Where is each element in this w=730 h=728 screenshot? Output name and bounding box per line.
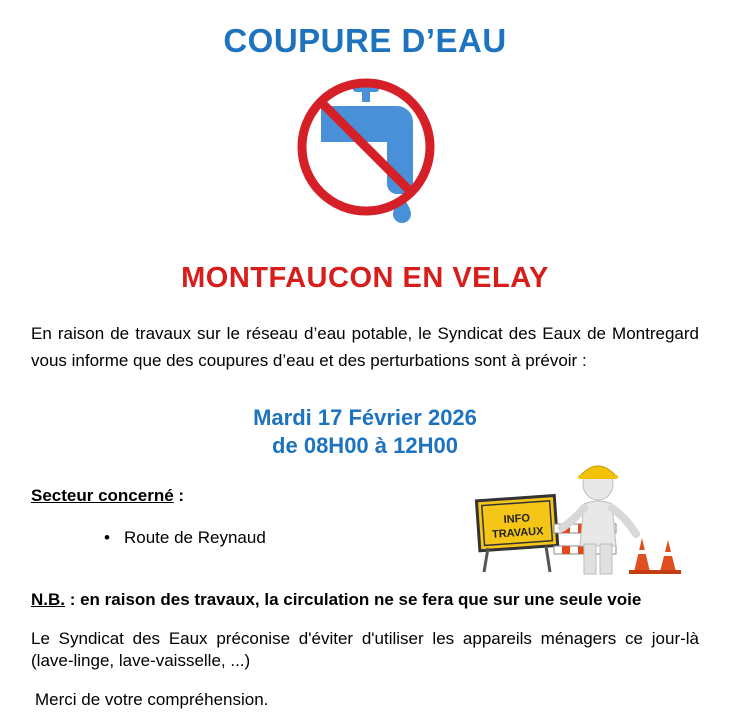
thanks-line: Merci de votre compréhension. — [35, 690, 269, 709]
sign-line2: TRAVAUX — [491, 525, 544, 541]
traffic-cone-icon — [629, 538, 655, 574]
no-water-tap-icon — [291, 70, 441, 225]
schedule-time: de 08H00 à 12H00 — [272, 433, 458, 458]
bullet-icon: • — [104, 528, 110, 547]
info-travaux-worker-illustration — [474, 454, 694, 578]
list-item — [104, 528, 266, 548]
schedule-block — [0, 404, 730, 460]
list-item-label: Route de Reynaud — [124, 528, 266, 547]
sign-line1: INFO — [503, 512, 531, 527]
page-title: COUPURE D’EAU — [223, 22, 507, 59]
schedule-date: Mardi 17 Février 2026 — [253, 405, 477, 430]
traffic-cone-icon — [655, 540, 681, 574]
sector-suffix: : — [173, 486, 185, 505]
note-label: N.B. — [31, 590, 65, 609]
sector-label: Secteur concerné — [31, 486, 174, 505]
advice-paragraph: Le Syndicat des Eaux préconise d'éviter d'utiliser les appareils ménagers ce jour-là (lave-linge, lave-vaisselle, ...) — [31, 629, 699, 670]
town-heading: MONTFAUCON EN VELAY — [181, 262, 549, 294]
sector-heading — [31, 486, 184, 506]
note-text: : en raison des travaux, la circulation ne se fera que sur une seule voie — [65, 590, 642, 609]
intro-paragraph: En raison de travaux sur le réseau d’eau potable, le Syndicat des Eaux de Montregard vous informe que des coupures d’eau et des perturbations sont à prévoir : — [31, 324, 699, 370]
note-line — [31, 590, 641, 610]
